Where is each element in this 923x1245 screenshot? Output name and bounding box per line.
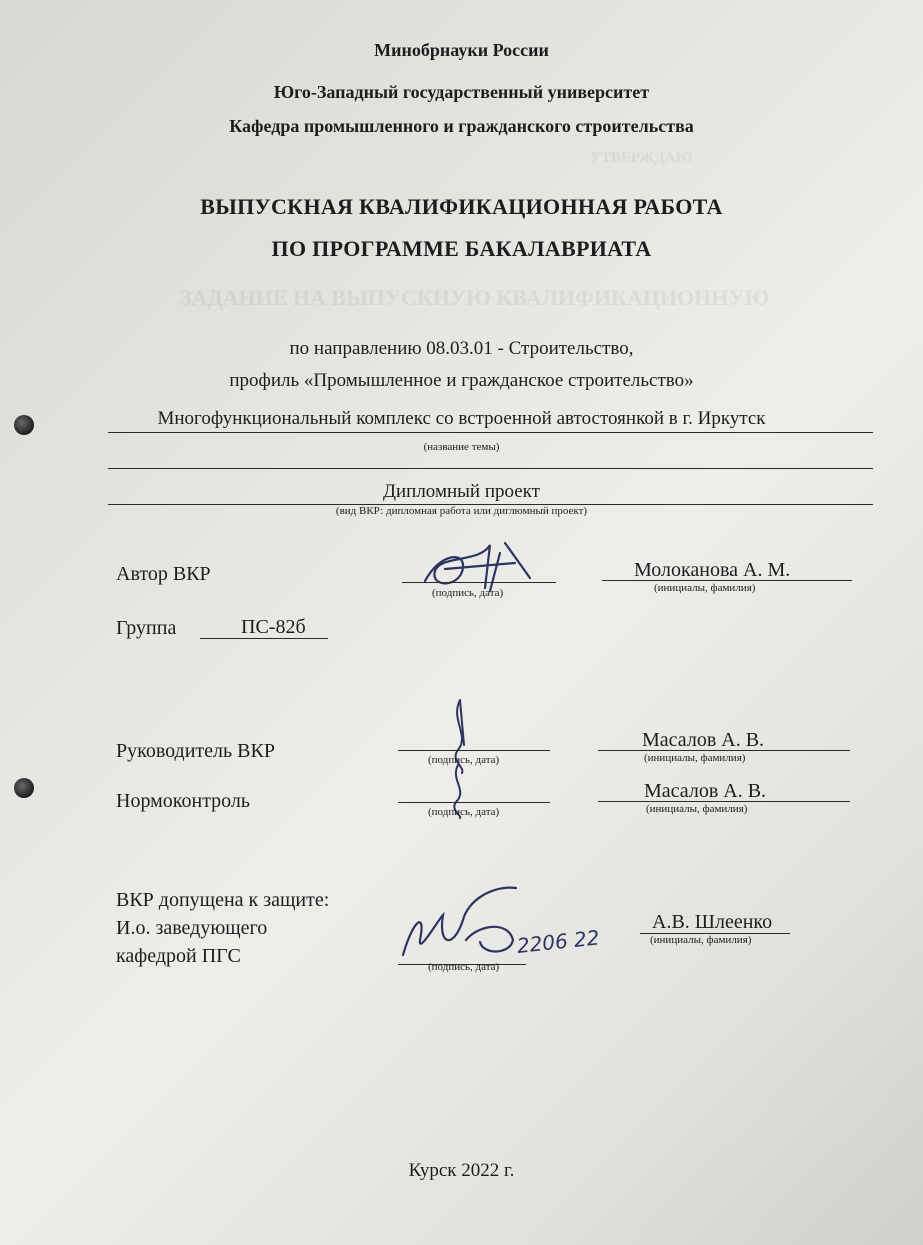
normcontrol-signature-caption: (подпись, дата) bbox=[428, 806, 500, 818]
supervisor-label: Руководитель ВКР bbox=[116, 740, 275, 762]
department-heading: Кафедра промышленного и гражданского строительства bbox=[229, 116, 694, 136]
normcontrol-name-caption: (инициалы, фамилия) bbox=[646, 803, 748, 815]
head-signature bbox=[398, 880, 528, 970]
normcontrol-label: Нормоконтроль bbox=[116, 790, 251, 812]
topic-value: Многофункциональный комплекс со встроенной автостоянкой в г. Иркутск bbox=[157, 408, 766, 429]
topic-caption: (название темы) bbox=[423, 441, 500, 453]
supervisor-signature-caption: (подпись, дата) bbox=[428, 754, 500, 766]
work-type-value: Дипломный проект bbox=[383, 481, 540, 502]
author-name-line bbox=[602, 580, 852, 581]
normcontrol-signature-line bbox=[398, 802, 550, 803]
author-signature-caption: (подпись, дата) bbox=[432, 587, 504, 599]
ministry-heading: Минобрнауки России bbox=[374, 40, 549, 60]
city-year: Курск 2022 г. bbox=[408, 1160, 515, 1181]
admission-line3: кафедрой ПГС bbox=[116, 945, 241, 967]
author-name-caption: (инициалы, фамилия) bbox=[654, 582, 756, 594]
handwritten-date: 2206 22 bbox=[515, 925, 601, 958]
author-name: Молоканова А. М. bbox=[634, 559, 791, 581]
admission-line1: ВКР допущена к защите: bbox=[116, 889, 330, 911]
head-signature-caption: (подпись, дата) bbox=[428, 961, 500, 973]
binder-hole bbox=[14, 778, 34, 798]
topic-underline-2 bbox=[108, 468, 873, 469]
normcontrol-name: Масалов А. В. bbox=[644, 780, 767, 802]
head-name-caption: (инициалы, фамилия) bbox=[650, 934, 752, 946]
group-value: ПС-82б bbox=[241, 616, 306, 638]
bleed-through-text: ЗАДАНИЕ НА ВЫПУСКНУЮ КВАЛИФИКАЦИОННУЮ bbox=[180, 285, 770, 310]
supervisor-name: Масалов А. В. bbox=[642, 729, 765, 751]
admission-line2: И.о. заведующего bbox=[116, 917, 268, 939]
supervisor-signature-line bbox=[398, 750, 550, 751]
author-signature-line bbox=[402, 582, 556, 583]
topic-underline bbox=[108, 432, 873, 433]
supervisor-name-line bbox=[598, 750, 850, 751]
group-underline bbox=[200, 638, 328, 639]
bleed-through-text: УТВЕРЖДАЮ bbox=[590, 150, 693, 166]
author-label: Автор ВКР bbox=[116, 563, 211, 585]
work-type-caption: (вид ВКР: дипломная работа или диглюмный проект) bbox=[335, 505, 588, 517]
university-heading: Юго-Западный государственный университет bbox=[273, 82, 650, 102]
normcontrol-name-line bbox=[598, 801, 850, 802]
head-name: А.В. Шлеенко bbox=[652, 911, 773, 933]
group-label: Группа bbox=[116, 617, 177, 639]
direction-line2: профиль «Промышленное и гражданское строительство» bbox=[229, 370, 694, 391]
work-title-line2: ПО ПРОГРАММЕ БАКАЛАВРИАТА bbox=[271, 236, 652, 261]
supervisor-name-caption: (инициалы, фамилия) bbox=[644, 752, 746, 764]
direction-line1: по направлению 08.03.01 - Строительство, bbox=[289, 338, 634, 359]
work-title-line1: ВЫПУСКНАЯ КВАЛИФИКАЦИОННАЯ РАБОТА bbox=[200, 194, 723, 219]
